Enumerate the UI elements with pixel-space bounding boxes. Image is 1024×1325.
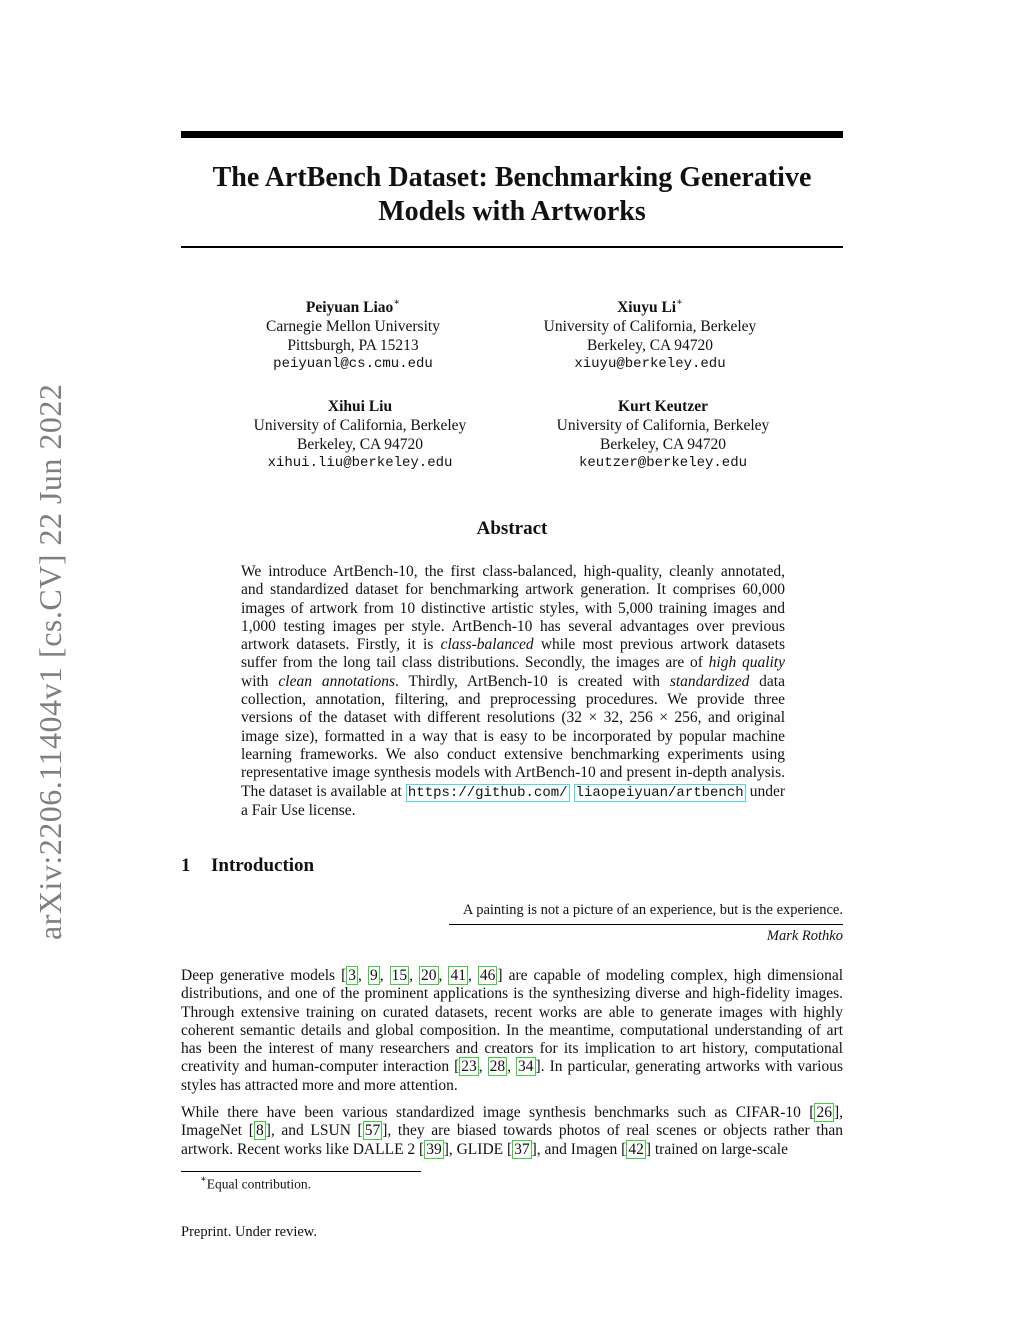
citation-link[interactable]: 41 [450,967,466,984]
citation-link[interactable]: 23 [461,1058,477,1076]
page-footer: Preprint. Under review. [181,1224,317,1240]
citation-link[interactable]: 46 [479,967,496,984]
citation-link[interactable]: 57 [364,1122,381,1140]
author-block-4 [533,397,793,473]
title-top-rule [181,131,843,138]
citation-link[interactable]: 42 [628,1140,644,1158]
author-name: Kurt Keutzer [618,398,708,415]
author-email: xihui.liu@berkeley.edu [267,455,453,471]
epigraph-author: Mark Rothko [766,928,843,944]
author-address: Berkeley, CA 94720 [297,436,423,453]
author-affiliation: University of California, Berkeley [253,417,467,434]
footnote-text: Equal contribution. [206,1176,312,1192]
intro-paragraph-1: Deep generative models [ 3 , 9 , 15 , 20 , 41 , 46 ] are capable of modeling complex, high dimensional distributions, and one of the prominent applications is the synthesizing diverse and high-fidelity images. Through extensive training on curated datasets, recent works are able to generate images with highly coherent semantic details and global composition. In the meantime, computational understanding of art has been the interest of many researchers and creators for its implication to art history, computational creativity and human-computer interaction [ 23 , 28 , 34 ]. In particular, generating artworks with various styles has attracted more and more attention. [181,967,844,1094]
github-link-part-2[interactable]: liaopeiyuan/artbench [575,784,744,801]
github-link-part-1[interactable]: https://github.com/ [407,784,568,801]
equal-contribution-mark: ∗ [393,297,401,308]
citation-link[interactable]: 20 [421,967,437,984]
abstract-text: We introduce ArtBench-10, the first class-balanced, high-quality, cleanly annotated, and standardized dataset for benchmarking artwork generation. It comprises 60,000 images of artwork from 10 distinctive artistic styles, with 5,000 training images and 1,000 testing images per style. ArtBench-10 has several advantages over previous artwork datasets. Firstly, it is class-balanced while most previous artwork datasets suffer from the long tail class distributions. Secondly, the images are of high quality with clean annotations. Thirdly, ArtBench-10 is created with standardized data collection, annotation, filtering, and preprocessing procedures. We provide three versions of the dataset with different resolutions (32 × 32, 256 × 256, and original image size), formatted in a way that is easy to be incorporated by popular machine learning frameworks. We also conduct extensive benchmarking experiments using representative image synthesis models with ArtBench-10 and present in-depth analysis. The dataset is available at https://github.com/ liaopeiyuan/artbench under a Fair Use license. [241,563,786,819]
author-name: Xiuyu Li [617,299,677,317]
author-name: Peiyuan Liao [305,299,394,317]
epigraph-quote: A painting is not a picture of an experience, but is the experience. [449,902,843,925]
title-line-2: Models with Artworks [378,196,646,227]
author-email: xiuyu@berkeley.edu [574,356,726,373]
citation-link[interactable]: 8 [255,1122,264,1140]
citation-link[interactable]: 15 [391,967,408,984]
emphasis-high-quality: high quality [708,654,785,672]
author-affiliation: University of California, Berkeley [543,318,757,336]
section-number: 1 [181,855,191,876]
footnote-rule [181,1171,421,1172]
author-affiliation: University of California, Berkeley [556,417,770,434]
author-block-1 [233,294,473,374]
equal-contribution-mark: ∗ [676,297,683,308]
citation-link[interactable]: 3 [348,967,357,984]
author-affiliation: Carnegie Mellon University [266,318,440,336]
title-line-1: The ArtBench Dataset: Benchmarking Generative [212,162,812,193]
author-block-2 [520,294,780,374]
section-heading-introduction [181,855,314,877]
epigraph [449,902,843,945]
section-title: Introduction [211,855,315,876]
author-email: peiyuanl@cs.cmu.edu [273,356,433,373]
citation-link[interactable]: 9 [369,967,378,984]
paper-title [181,161,843,229]
intro-paragraph-2: While there have been various standardized image synthesis benchmarks such as CIFAR-10 [ 26 ], ImageNet [ 8 ], and LSUN [ 57 ], they are biased towards photos of real scenes or objects rather than artwork. Recent works like DALLE 2 [ 39 ], GLIDE [ 37 ], and Imagen [ 42 ] trained on large-scale [181,1104,843,1158]
author-block-3 [230,397,490,473]
author-name: Xihui Liu [327,398,393,415]
emphasis-clean-annotations: clean annotations [278,672,396,690]
footnote [200,1175,311,1193]
author-address: Berkeley, CA 94720 [600,436,726,453]
emphasis-standardized: standardized [669,672,750,690]
citation-link[interactable]: 34 [518,1058,534,1076]
author-address: Pittsburgh, PA 15213 [287,337,419,355]
footnote-mark: ∗ [200,1174,207,1185]
citation-link[interactable]: 39 [426,1140,442,1158]
citation-link[interactable]: 26 [816,1104,832,1121]
abstract-heading: Abstract [476,518,548,539]
arxiv-identifier-stamp: arXiv:2206.11404v1 [cs.CV] 22 Jun 2022 [32,383,68,940]
title-bottom-rule [181,246,843,248]
emphasis-class-balanced: class-balanced [440,636,534,654]
citation-link[interactable]: 28 [489,1058,506,1076]
author-address: Berkeley, CA 94720 [587,337,713,355]
citation-link[interactable]: 37 [514,1140,530,1158]
author-email: keutzer@berkeley.edu [578,455,748,471]
